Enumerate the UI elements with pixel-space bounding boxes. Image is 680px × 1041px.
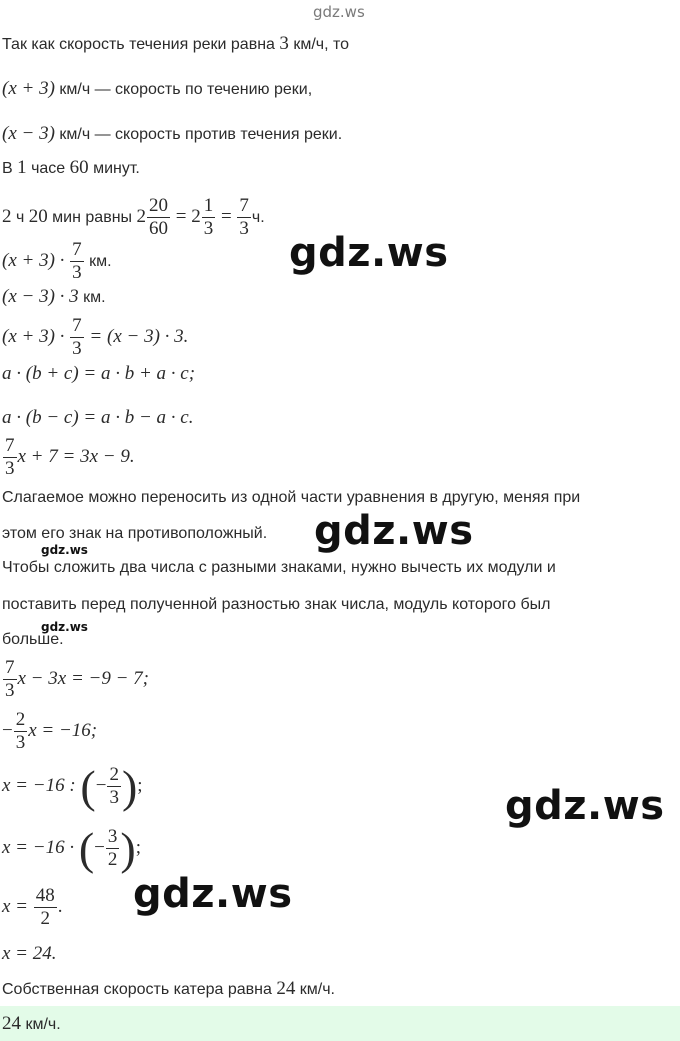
math-line: (x − 3) · 3 км. [2,286,106,307]
answer-box [0,1006,680,1041]
math-line: $\frac{7}{3}$ x − 3x = −9 − 7; [5,657,149,702]
text-line: (x − 3) км/ч — скорость против течения реки. [2,123,343,144]
fraction: $\frac{7}{3}$ [72,315,82,360]
watermark-top: gdz.ws [313,3,365,21]
math-line: x = 24. [2,943,57,964]
fraction: $\frac{7}{3}$ [5,657,15,702]
answer-line: 24 км/ч. [2,1013,61,1034]
math-line: (x + 3) · $\frac{7}{3}$ км. [2,239,112,284]
text-line: Слагаемое можно переносить из одной части уравнения в другую, меняя при [2,489,581,506]
fraction: $\frac{7}{3}$ [239,195,249,240]
text-line: этом его знак на противоположный. [2,525,268,542]
fraction: $\frac{2}{3}$ [109,764,119,809]
math-line: − $\frac{2}{3}$ x = −16; [2,709,98,754]
fraction: $\frac{2}{3}$ [15,709,26,754]
watermark-logo: gdz.ws [314,508,474,554]
text-line: Так как скорость течения реки равна 3 км/ч, то [2,33,350,54]
math-line: x = $\frac{48}{2}$ . [2,885,63,930]
text-line: Чтобы сложить два числа с разными знаками, нужно вычесть их модули и [2,559,556,576]
math-line: x = −16 · (− $\frac{3}{2}$ ); [2,822,141,874]
fraction: $\frac{7}{3}$ [5,435,15,480]
text-line: (x + 3) км/ч — скорость по течению реки, [2,78,313,99]
watermark-logo: gdz.ws [505,783,665,829]
fraction: $\frac{7}{3}$ [72,239,82,284]
fraction: $\frac{3}{2}$ [107,826,118,871]
watermark-logo: gdz.ws [289,230,449,276]
math-line: (x + 3) · $\frac{7}{3}$ = (x − 3) · 3. [2,315,189,360]
math-line: 2 ч 20 мин равны 2 $\frac{20}{60}$ = 2 $\frac{1}{3}$ = $\frac{7}{3}$ ч. [2,195,265,240]
watermark-logo: gdz.ws [133,871,293,917]
text-line: больше. [2,631,64,648]
math-line: x = −16 : (− $\frac{2}{3}$ ); [2,760,143,812]
math-line: a · (b − c) = a · b − a · c. [2,407,194,428]
watermark-small: gdz.ws [41,620,88,634]
fraction: $\frac{20}{60}$ [148,195,168,240]
fraction: $\frac{1}{3}$ [203,195,214,240]
text-line: поставить перед полученной разностью знак числа, модуль которого был [2,596,551,613]
watermark-small: gdz.ws [41,543,88,557]
math-line: a · (b + c) = a · b + a · c; [2,363,196,384]
text-line: В 1 часе 60 минут. [2,157,140,178]
text-line: Собственная скорость катера равна 24 км/ч. [2,978,335,999]
fraction: $\frac{48}{2}$ [35,885,55,930]
math-line: $\frac{7}{3}$ x + 7 = 3x − 9. [5,435,135,480]
